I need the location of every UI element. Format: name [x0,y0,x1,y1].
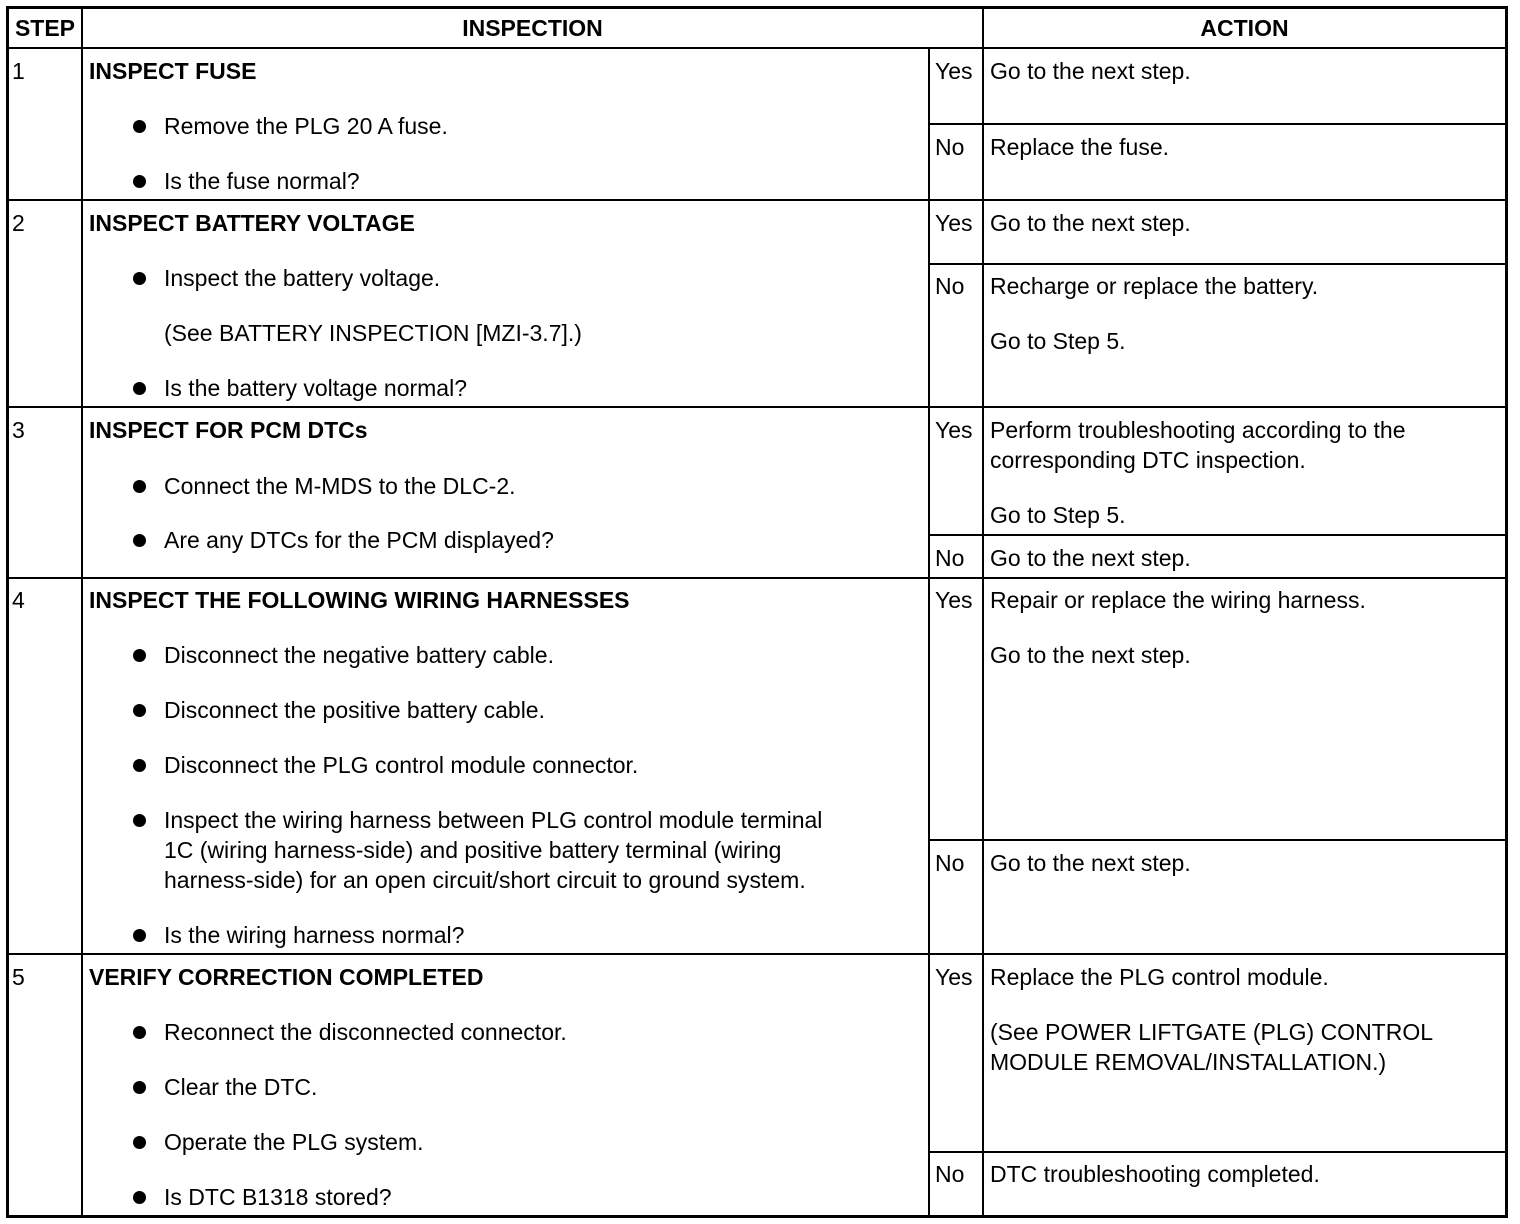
bullet-icon [133,1191,146,1204]
header-action: ACTION [1200,15,1289,41]
step-title: VERIFY CORRECTION COMPLETED [89,964,484,990]
yes-label: Yes [935,587,973,613]
bullet-icon [133,704,146,717]
step-number: 5 [12,964,25,990]
yes-action: Go to the next step. [990,210,1191,236]
bullet-icon [133,1081,146,1094]
step-title: INSPECT FOR PCM DTCs [89,417,368,443]
yes-label: Yes [935,210,973,236]
yes-no-divider [928,839,1508,841]
bullet-icon [133,1026,146,1039]
inspection-item: Is the wiring harness normal? [164,922,465,948]
yes-label: Yes [935,417,973,443]
no-action: Go to the next step. [990,545,1191,571]
step-number: 2 [12,210,25,236]
inspection-item-continued: harness-side) for an open circuit/short circuit to ground system. [164,867,806,893]
header-step: STEP [14,15,76,41]
yes-no-divider [928,263,1508,265]
inspection-item: Operate the PLG system. [164,1129,424,1155]
no-action: Replace the fuse. [990,134,1170,160]
bullet-icon [133,175,146,188]
inspection-item: Remove the PLG 20 A fuse. [164,113,448,139]
bullet-icon [133,272,146,285]
bullet-icon [133,649,146,662]
row-divider [6,953,1508,955]
column-divider [81,6,83,1218]
inspection-item: Disconnect the negative battery cable. [164,642,554,668]
row-divider [6,577,1508,579]
inspection-item: Inspect the wiring harness between PLG control module terminal [164,807,823,833]
table-border-left [6,6,9,1218]
no-label: No [935,134,965,160]
yes-no-divider [928,123,1508,125]
row-divider [6,406,1508,408]
step-number: 1 [12,58,25,84]
header-inspection: INSPECTION [462,15,603,41]
step-title: INSPECT THE FOLLOWING WIRING HARNESSES [89,587,630,613]
no-action: Recharge or replace the battery. [990,273,1319,299]
no-action: Go to the next step. [990,850,1191,876]
bullet-icon [133,814,146,827]
step-number: 3 [12,417,25,443]
no-label: No [935,1161,965,1187]
yes-action: MODULE REMOVAL/INSTALLATION.) [990,1049,1387,1075]
yes-action: corresponding DTC inspection. [990,447,1306,473]
yes-label: Yes [935,58,973,84]
inspection-item: Disconnect the positive battery cable. [164,697,545,723]
inspection-item: Disconnect the PLG control module connector. [164,752,639,778]
yes-action: (See POWER LIFTGATE (PLG) CONTROL [990,1019,1434,1045]
no-action: DTC troubleshooting completed. [990,1161,1320,1187]
inspection-item: Is the fuse normal? [164,168,360,194]
step-title: INSPECT FUSE [89,58,257,84]
yes-action: Go to the next step. [990,642,1191,668]
table-border-bottom [6,1215,1508,1218]
inspection-item: Connect the M-MDS to the DLC-2. [164,473,516,499]
yes-no-divider [928,534,1508,536]
yes-action: Replace the PLG control module. [990,964,1329,990]
inspection-item: Reconnect the disconnected connector. [164,1019,567,1045]
no-action: Go to Step 5. [990,328,1126,354]
bullet-icon [133,929,146,942]
inspection-item: Clear the DTC. [164,1074,318,1100]
yes-action: Go to Step 5. [990,502,1126,528]
step-number: 4 [12,587,25,613]
inspection-item-continued: 1C (wiring harness-side) and positive battery terminal (wiring [164,837,782,863]
no-label: No [935,273,965,299]
inspection-item: Is the battery voltage normal? [164,375,467,401]
yes-action: Perform troubleshooting according to the [990,417,1406,443]
yes-label: Yes [935,964,973,990]
column-divider [928,48,930,1218]
bullet-icon [133,759,146,772]
no-label: No [935,545,965,571]
row-divider [6,199,1508,201]
column-divider [982,6,984,1218]
bullet-icon [133,480,146,493]
inspection-item: Inspect the battery voltage. [164,265,441,291]
bullet-icon [133,120,146,133]
yes-no-divider [928,1151,1508,1153]
yes-action: Repair or replace the wiring harness. [990,587,1366,613]
inspection-note: (See BATTERY INSPECTION [MZI-3.7].) [164,320,582,346]
step-title: INSPECT BATTERY VOLTAGE [89,210,415,236]
inspection-item: Is DTC B1318 stored? [164,1184,392,1210]
yes-action: Go to the next step. [990,58,1191,84]
table-border-right [1505,6,1508,1218]
inspection-item: Are any DTCs for the PCM displayed? [164,527,554,553]
no-label: No [935,850,965,876]
bullet-icon [133,534,146,547]
bullet-icon [133,1136,146,1149]
bullet-icon [133,382,146,395]
